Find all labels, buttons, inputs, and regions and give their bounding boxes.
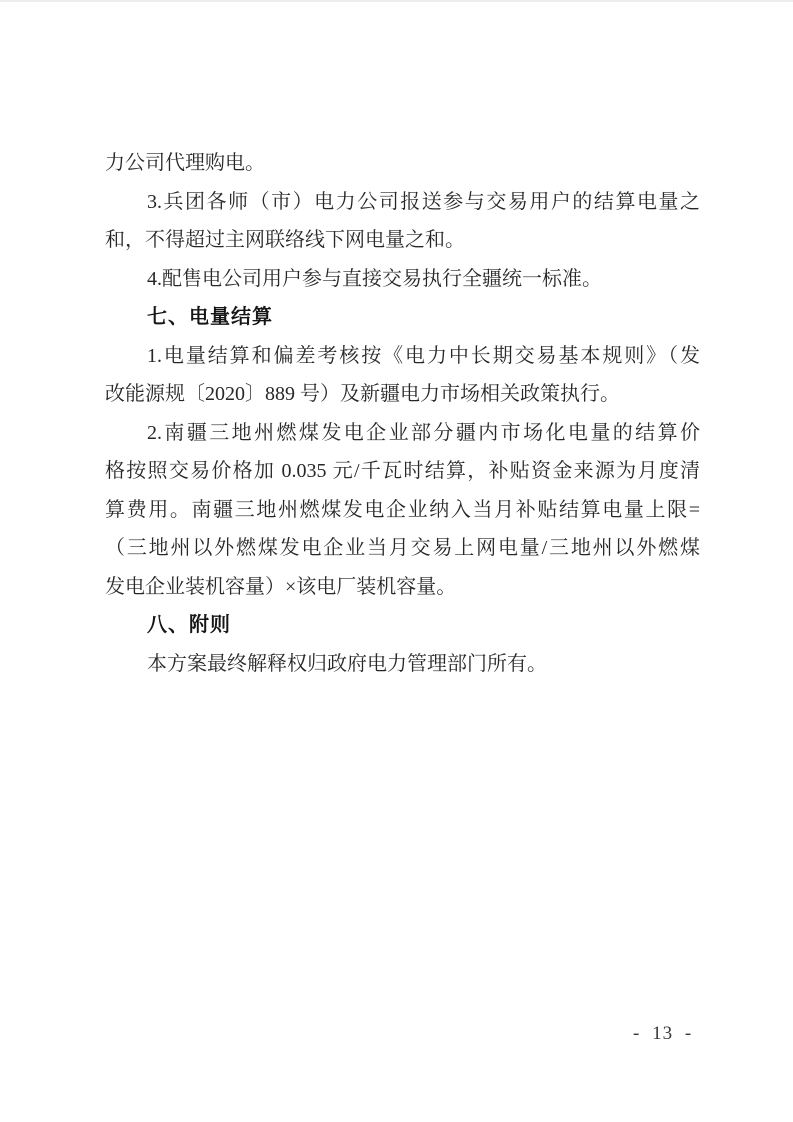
paragraph-line-continuation: 力公司代理购电。 [105,152,265,174]
paragraph-line: 改能源规〔2020〕889 号）及新疆电力市场相关政策执行。 [105,383,620,405]
paragraph-line: 1.电量结算和偏差考核按《电力中长期交易基本规则》（发 [147,344,700,367]
paragraph-line: 本方案最终解释权归政府电力管理部门所有。 [147,652,547,675]
scan-edge-line [0,0,793,2]
page-number: - 13 - [633,1023,693,1044]
paragraph-line: 发电企业装机容量）×该电厂装机容量。 [105,575,457,598]
paragraph-line: 和，不得超过主网联络线下网电量之和。 [105,229,465,251]
paragraph-line: 格按照交易价格加 0.035 元/千瓦时结算，补贴资金来源为月度清 [105,460,700,482]
paragraph-line: 2.南疆三地州燃煤发电企业部分疆内市场化电量的结算价 [147,421,700,444]
document-body [105,144,700,683]
section-heading-7: 七、电量结算 [147,306,273,328]
paragraph-line: 算费用。南疆三地州燃煤发电企业纳入当月补贴结算电量上限= [105,498,700,521]
paragraph-line: （三地州以外燃煤发电企业当月交易上网电量/三地州以外燃煤 [105,537,700,559]
paragraph-line: 4.配售电公司用户参与直接交易执行全疆统一标准。 [147,267,602,290]
paragraph-line: 3.兵团各师（市）电力公司报送参与交易用户的结算电量之 [147,190,700,213]
section-heading-8: 八、附则 [147,614,231,636]
